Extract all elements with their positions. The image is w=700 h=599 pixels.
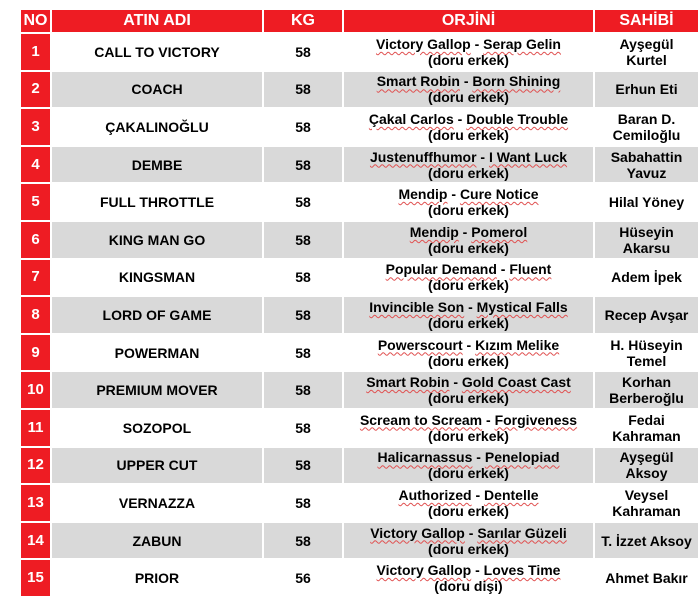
pedigree-line — [398, 186, 538, 202]
row-number: 15 — [21, 560, 50, 596]
table-row — [21, 410, 698, 446]
owner-line-1: Erhun Eti — [615, 81, 678, 98]
owner-line-2: Yavuz — [626, 164, 667, 181]
horse-name: KING MAN GO — [52, 222, 262, 258]
coat-gender: (doru erkek) — [428, 502, 509, 519]
horse-origin — [344, 410, 593, 446]
horse-weight: 58 — [264, 448, 342, 484]
row-number: 8 — [21, 297, 50, 333]
owner-line-2: Kurtel — [626, 51, 667, 68]
horse-origin — [344, 222, 593, 258]
horse-origin — [344, 109, 593, 145]
pedigree-line — [370, 525, 567, 541]
sire-name: Justenuffhumor — [369, 148, 477, 165]
horse-owner — [595, 485, 698, 521]
header-row — [21, 10, 698, 32]
header-kg: KG — [264, 10, 342, 32]
header-owner: SAHİBİ — [595, 10, 698, 32]
pedigree-separator: - — [459, 73, 473, 90]
horse-origin — [344, 523, 593, 559]
sire-name: Mendip — [409, 223, 459, 240]
horse-name: ZABUN — [52, 523, 262, 559]
row-number: 10 — [21, 372, 50, 408]
pedigree-line — [377, 73, 561, 89]
horse-name: CALL TO VICTORY — [52, 34, 262, 70]
pedigree-separator: - — [471, 562, 484, 579]
pedigree-line — [366, 374, 571, 390]
pedigree-separator: - — [449, 374, 462, 391]
horse-origin — [344, 184, 593, 220]
horse-weight: 56 — [264, 560, 342, 596]
pedigree-separator: - — [447, 186, 460, 203]
owner-line-2: Cemiloğlu — [612, 126, 681, 143]
horse-name: DEMBE — [52, 147, 262, 183]
coat-gender: (doru erkek) — [428, 390, 509, 407]
sire-name: Mendip — [398, 186, 448, 203]
horse-owner — [595, 260, 698, 296]
row-number: 6 — [21, 222, 50, 258]
pedigree-line — [376, 36, 561, 52]
owner-line-2: Temel — [626, 352, 667, 369]
horse-weight: 58 — [264, 260, 342, 296]
pedigree-separator: - — [453, 110, 467, 127]
horse-owner — [595, 109, 698, 145]
row-number: 14 — [21, 523, 50, 559]
table-row — [21, 448, 698, 484]
horse-weight: 58 — [264, 222, 342, 258]
horse-name: UPPER CUT — [52, 448, 262, 484]
table-row — [21, 523, 698, 559]
sire-name: Popular Demand — [385, 261, 497, 278]
table-row — [21, 372, 698, 408]
sire-name: Smart Robin — [366, 374, 450, 391]
horse-weight: 58 — [264, 72, 342, 108]
table-row — [21, 72, 698, 108]
coat-gender: (doru erkek) — [428, 239, 509, 256]
horse-owner — [595, 410, 698, 446]
dam-name: Double Trouble — [466, 110, 569, 127]
dam-name: Fluent — [509, 261, 552, 278]
sire-name: Scream to Scream — [359, 411, 483, 428]
horse-origin — [344, 335, 593, 371]
horse-origin — [344, 34, 593, 70]
table-row — [21, 222, 698, 258]
pedigree-separator: - — [476, 148, 489, 165]
row-number: 7 — [21, 260, 50, 296]
sire-name: Authorized — [398, 486, 472, 503]
horse-owner — [595, 335, 698, 371]
row-number: 11 — [21, 410, 50, 446]
row-number: 13 — [21, 485, 50, 521]
dam-name: Cure Notice — [459, 186, 539, 203]
pedigree-separator: - — [462, 336, 476, 353]
coat-gender: (doru erkek) — [428, 164, 509, 181]
owner-line-1: Korhan — [622, 374, 671, 391]
horse-origin — [344, 485, 593, 521]
horse-name: VERNAZZA — [52, 485, 262, 521]
table-row — [21, 147, 698, 183]
owner-line-2: Kahraman — [612, 427, 681, 444]
horse-owner — [595, 72, 698, 108]
dam-name: Gold Coast Cast — [461, 374, 571, 391]
dam-name: Serap Gelin — [483, 35, 561, 52]
row-number: 4 — [21, 147, 50, 183]
row-number: 12 — [21, 448, 50, 484]
header-horse-name: ATIN ADI — [52, 10, 262, 32]
pedigree-line — [377, 449, 559, 465]
pedigree-separator: - — [496, 261, 510, 278]
table-row — [21, 297, 698, 333]
pedigree-line — [386, 261, 552, 277]
table-row — [21, 184, 698, 220]
horse-owner — [595, 448, 698, 484]
pedigree-separator: - — [471, 486, 485, 503]
horse-name: FULL THROTTLE — [52, 184, 262, 220]
pedigree-line — [370, 149, 567, 165]
coat-gender: (doru erkek) — [428, 427, 509, 444]
table-row — [21, 560, 698, 596]
horse-owner — [595, 184, 698, 220]
horse-weight: 58 — [264, 523, 342, 559]
owner-line-1: Ayşegül — [619, 35, 674, 52]
horse-weight: 58 — [264, 410, 342, 446]
dam-name: Loves Time — [483, 562, 561, 579]
horse-owner — [595, 222, 698, 258]
pedigree-separator: - — [482, 411, 495, 428]
pedigree-line — [369, 299, 567, 315]
owner-line-1: Ayşegül — [619, 449, 674, 466]
owner-line-1: Baran D. — [617, 110, 676, 127]
dam-name: Born Shining — [472, 73, 561, 90]
horse-origin — [344, 297, 593, 333]
horse-owner — [595, 34, 698, 70]
pedigree-line — [378, 337, 559, 353]
owner-line-1: Fedai — [628, 411, 665, 428]
table-row — [21, 260, 698, 296]
owner-line-2: Berberoğlu — [609, 390, 684, 407]
horse-weight: 58 — [264, 372, 342, 408]
pedigree-line — [360, 412, 577, 428]
horse-name: KINGSMAN — [52, 260, 262, 296]
dam-name: Penelopiad — [484, 449, 560, 466]
coat-gender: (doru erkek) — [428, 51, 509, 68]
row-number: 5 — [21, 184, 50, 220]
coat-gender: (doru erkek) — [428, 202, 509, 219]
sire-name: Victory Gallop — [376, 562, 472, 579]
horse-name: PREMIUM MOVER — [52, 372, 262, 408]
owner-line-1: Ahmet Bakır — [605, 570, 688, 587]
sire-name: Halicarnassus — [377, 449, 473, 466]
coat-gender: (doru erkek) — [428, 126, 509, 143]
horse-name: PRIOR — [52, 560, 262, 596]
header-no: NO — [21, 10, 50, 32]
dam-name: Kızım Melike — [475, 336, 560, 353]
horse-origin — [344, 260, 593, 296]
owner-line-2: Kahraman — [612, 502, 681, 519]
horse-origin — [344, 448, 593, 484]
horse-owner — [595, 523, 698, 559]
sire-name: Invincible Son — [369, 298, 465, 315]
pedigree-line — [369, 111, 568, 127]
sire-name: Victory Gallop — [370, 524, 465, 541]
horse-owner — [595, 372, 698, 408]
horse-weight: 58 — [264, 335, 342, 371]
horse-weight: 58 — [264, 109, 342, 145]
horse-origin — [344, 372, 593, 408]
owner-line-1: Veysel — [624, 486, 669, 503]
row-number: 1 — [21, 34, 50, 70]
owner-line-1: Adem İpek — [611, 269, 682, 286]
horse-weight: 58 — [264, 147, 342, 183]
header-origin: ORJİNİ — [344, 10, 593, 32]
dam-name: Sarılar Güzeli — [477, 524, 567, 541]
owner-line-1: Sabahattin — [610, 148, 683, 165]
pedigree-line — [410, 224, 527, 240]
horse-owner — [595, 560, 698, 596]
horse-weight: 58 — [264, 34, 342, 70]
pedigree-separator: - — [470, 35, 484, 52]
horse-name: ÇAKALINOĞLU — [52, 109, 262, 145]
horse-origin — [344, 147, 593, 183]
pedigree-separator: - — [464, 298, 477, 315]
owner-line-1: Hüseyin — [619, 223, 674, 240]
dam-name: Dentelle — [484, 486, 539, 503]
table-header — [21, 10, 698, 32]
sire-name: Powerscourt — [377, 336, 463, 353]
owner-line-2: Akarsu — [622, 239, 671, 256]
horse-origin — [344, 72, 593, 108]
coat-gender: (doru erkek) — [428, 540, 509, 557]
table-row — [21, 34, 698, 70]
horse-name: SOZOPOL — [52, 410, 262, 446]
owner-line-1: Hilal Yöney — [608, 194, 685, 211]
table-body — [21, 34, 698, 596]
horse-weight: 58 — [264, 184, 342, 220]
dam-name: Mystical Falls — [476, 298, 568, 315]
pedigree-separator: - — [464, 524, 478, 541]
coat-gender: (doru erkek) — [428, 314, 509, 331]
horse-name: LORD OF GAME — [52, 297, 262, 333]
horse-name: COACH — [52, 72, 262, 108]
coat-gender: (doru erkek) — [428, 277, 509, 294]
coat-gender: (doru dişi) — [434, 578, 503, 595]
row-number: 3 — [21, 109, 50, 145]
sire-name: Smart Robin — [376, 73, 460, 90]
owner-line-1: Recep Avşar — [604, 306, 689, 323]
pedigree-separator: - — [472, 449, 485, 466]
owner-line-2: Aksoy — [625, 465, 668, 482]
row-number: 9 — [21, 335, 50, 371]
pedigree-line — [377, 562, 561, 578]
horse-name: POWERMAN — [52, 335, 262, 371]
horse-owner — [595, 147, 698, 183]
horse-weight: 58 — [264, 297, 342, 333]
sire-name: Victory Gallop — [376, 35, 471, 52]
pedigree-line — [398, 487, 538, 503]
pedigree-separator: - — [458, 223, 472, 240]
horse-entries-table — [19, 8, 700, 598]
table-row — [21, 335, 698, 371]
coat-gender: (doru erkek) — [428, 352, 509, 369]
dam-name: Forgiveness — [494, 411, 578, 428]
horse-origin — [344, 560, 593, 596]
horse-owner — [595, 297, 698, 333]
dam-name: Pomerol — [471, 223, 528, 240]
table-row — [21, 109, 698, 145]
sire-name: Çakal Carlos — [368, 110, 454, 127]
coat-gender: (doru erkek) — [428, 465, 509, 482]
owner-line-1: T. İzzet Aksoy — [601, 532, 692, 549]
table-row — [21, 485, 698, 521]
horse-weight: 58 — [264, 485, 342, 521]
owner-line-1: H. Hüseyin — [610, 336, 683, 353]
coat-gender: (doru erkek) — [428, 89, 509, 106]
dam-name: I Want Luck — [488, 148, 568, 165]
row-number: 2 — [21, 72, 50, 108]
